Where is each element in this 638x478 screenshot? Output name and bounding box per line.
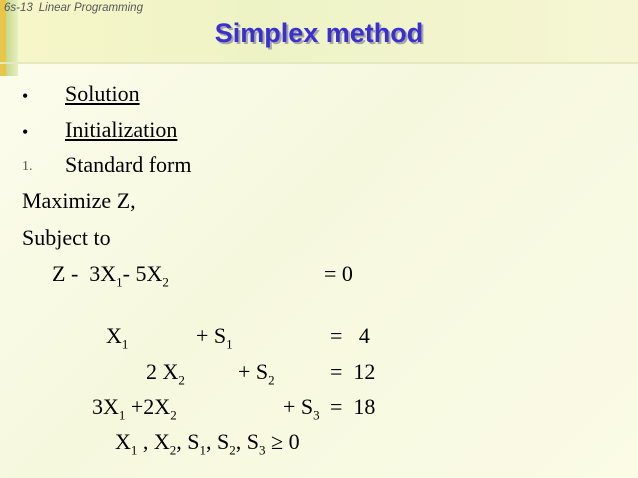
numbered-marker: 1. (22, 159, 33, 174)
objective-equation-rhs: = 0 (324, 261, 353, 286)
subject-to-line: Subject to (22, 225, 111, 250)
slide-title (0, 18, 638, 49)
bullet-marker: • (22, 86, 29, 106)
numbered-standard-form: Standard form (65, 152, 192, 177)
bullet-marker: • (22, 122, 29, 142)
constraint-3-slack: + $S_3$ (283, 394, 320, 423)
maximize-line: Maximize Z, (22, 188, 136, 213)
bullet-initialization: Initialization (65, 117, 178, 142)
slide-subject: Linear Programming (38, 2, 143, 14)
constraint-1-x: $X_1$ (106, 323, 129, 352)
objective-equation-lhs: Z - $3X_1-$ $5X_2$ (52, 261, 169, 290)
slide-breadcrumb (4, 2, 149, 14)
header-divider (0, 62, 638, 64)
constraint-2-slack: + $S_2$ (238, 359, 275, 388)
slide-number: 6s-13 (4, 2, 33, 14)
bullet-solution: Solution (65, 81, 140, 106)
non-negativity-constraint: $X_1$ , $X_2$, $S_1$, $S_2$, $S_3 \ge 0$ (115, 429, 300, 458)
constraint-3-rhs: = 18 (330, 394, 376, 419)
slide-title-text: Simplex method (214, 18, 424, 48)
constraint-1-slack: + $S_1$ (196, 323, 233, 352)
constraint-1-rhs: = 4 (330, 323, 370, 348)
constraint-2-rhs: = 12 (330, 359, 376, 384)
constraint-3-x: $3X_1 +2X_2$ (92, 394, 177, 423)
constraint-2-x: 2 $X_2$ (146, 359, 185, 388)
